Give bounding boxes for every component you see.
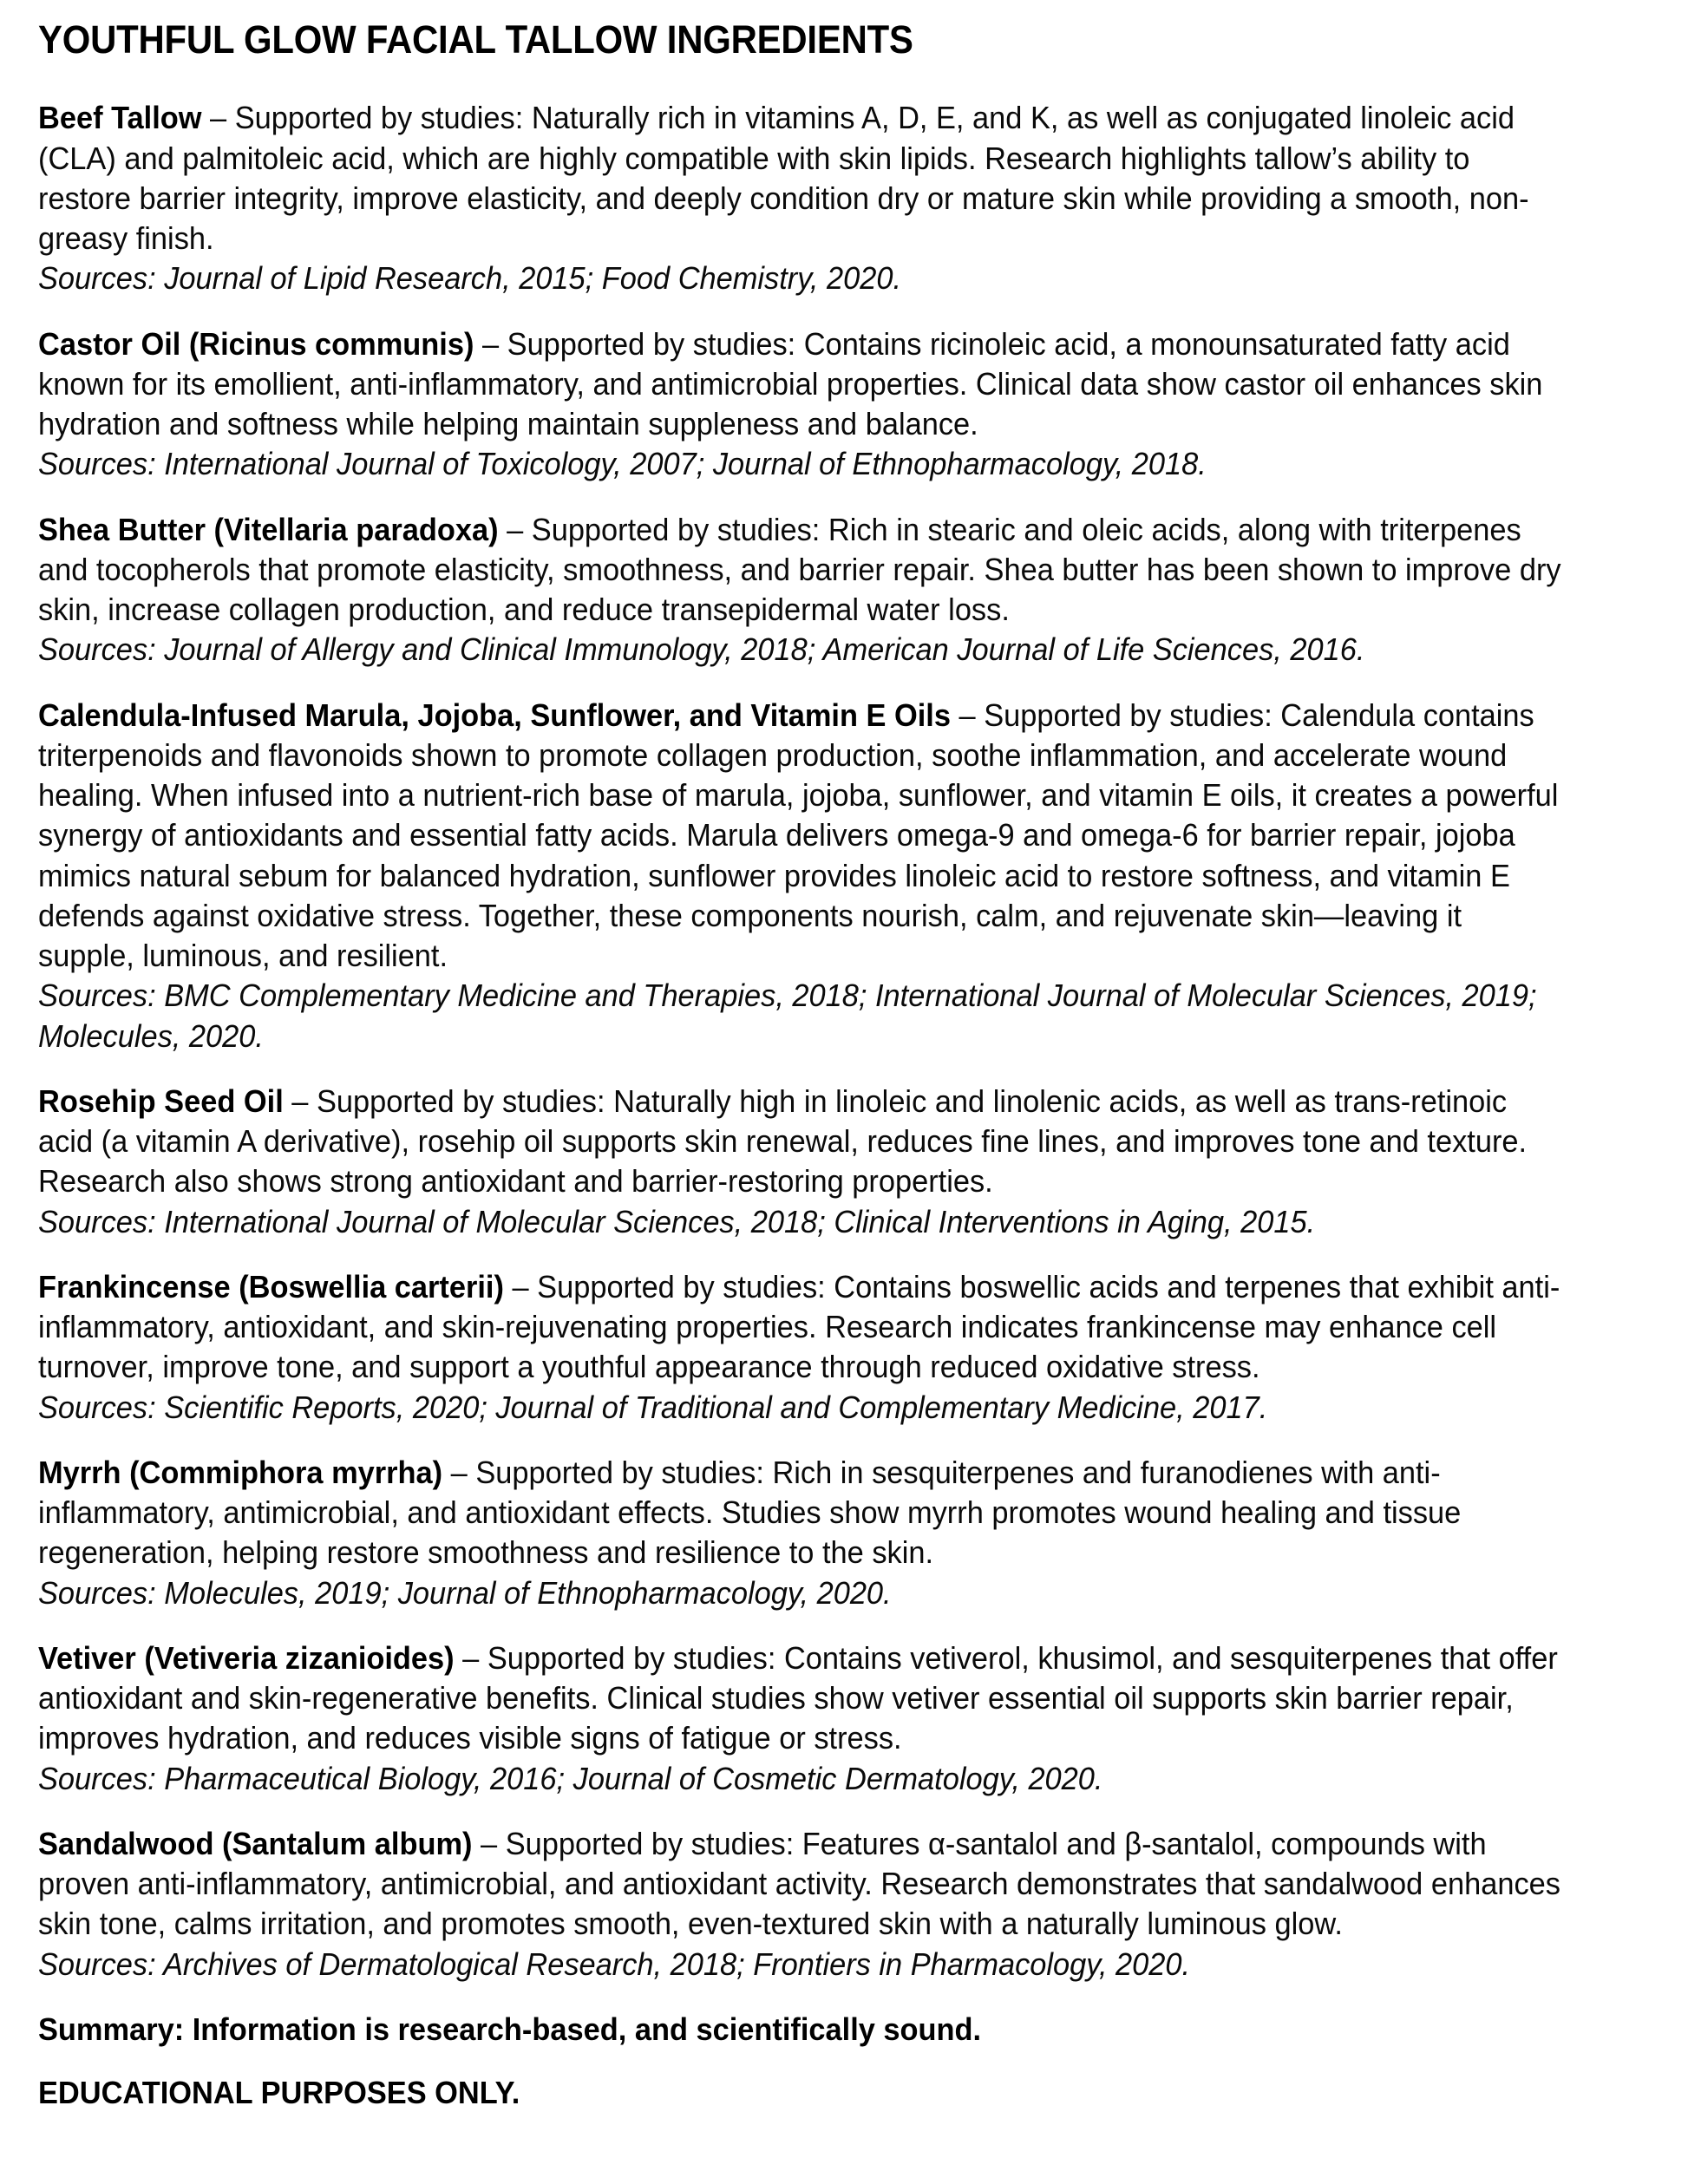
ingredient-description: Supported by studies: Calendula contains triterpenoids and flavonoids shown to promote collagen production, soothe inflammation, and accelerate wound healing. When infused into a nutrient-rich base of marula, jojoba, sunflower, and vitamin E oils, it creates a powerful synergy of antioxidants and essential fatty acids. Marula delivers omega-9 and omega-6 for barrier repair, jojoba mimics natural sebum for balanced hydration, sunflower provides linoleic acid to restore softness, and vitamin E defends against oxidative stress. Together, these components nourish, calm, and rejuvenate skin—leaving it supple, luminous, and resilient. <box>38 696 1559 973</box>
ingredient-entry <box>38 696 1636 1056</box>
ingredient-paragraph <box>38 1824 1564 1985</box>
ingredient-paragraph <box>38 1082 1564 1242</box>
ingredient-name: Vetiver (Vetiveria zizanioides) <box>38 1639 455 1676</box>
ingredient-sources: Sources: International Journal of Toxicology, 2007; Journal of Ethnopharmacology, 2018. <box>38 446 1207 482</box>
ingredient-paragraph <box>38 324 1564 485</box>
ingredient-entry <box>38 1453 1636 1613</box>
ingredient-separator: – <box>498 511 532 547</box>
ingredient-paragraph <box>38 1453 1564 1613</box>
ingredient-sources: Sources: Molecules, 2019; Journal of Ethnopharmacology, 2020. <box>38 1574 892 1611</box>
summary-line: Summary: Information is research-based, and scientifically sound. <box>38 2011 982 2047</box>
ingredient-entry <box>38 510 1636 670</box>
ingredient-description: Supported by studies: Features α-santalol and β-santalol, compounds with proven anti-inflammatory, antimicrobial, and antioxidant activity. Research demonstrates that sandalwood enhances skin tone, calms irritation, and promotes smooth, even-textured skin with a naturally luminous glow. <box>38 1825 1560 1942</box>
closing-section <box>38 2010 1636 2114</box>
ingredient-separator: – <box>442 1454 476 1490</box>
disclaimer-line: EDUCATIONAL PURPOSES ONLY. <box>38 2075 520 2110</box>
ingredient-sources: Sources: Scientific Reports, 2020; Journal of Traditional and Complementary Medicine, 2017. <box>38 1389 1268 1425</box>
ingredient-separator: – <box>503 1268 538 1305</box>
ingredient-name: Calendula-Infused Marula, Jojoba, Sunflower, and Vitamin E Oils <box>38 696 951 733</box>
ingredient-separator: – <box>283 1082 317 1119</box>
ingredient-paragraph <box>38 1638 1564 1799</box>
ingredient-sources: Sources: Journal of Lipid Research, 2015; Food Chemistry, 2020. <box>38 260 902 297</box>
ingredient-description: Supported by studies: Contains vetiverol, khusimol, and sesquiterpenes that offer antioxidant and skin-regenerative benefits. Clinical studies show vetiver essential oil supports skin barrier repair, improves hydration, and reduces visible signs of fatigue or stress. <box>38 1639 1558 1756</box>
page-title: YOUTHFUL GLOW FACIAL TALLOW INGREDIENTS <box>38 17 913 62</box>
ingredient-description: Supported by studies: Contains ricinoleic acid, a monounsaturated fatty acid known for its emollient, anti-inflammatory, and antimicrobial properties. Clinical data show castor oil enhances skin hydration and softness while helping maintain suppleness and balance. <box>38 325 1543 441</box>
ingredient-description: Supported by studies: Rich in stearic and oleic acids, along with triterpenes and tocopherols that promote elasticity, smoothness, and barrier repair. Shea butter has been shown to improve dry skin, increase collagen production, and reduce transepidermal water loss. <box>38 511 1561 627</box>
ingredient-entry <box>38 1824 1636 1985</box>
ingredient-name: Frankincense (Boswellia carterii) <box>38 1268 504 1305</box>
ingredient-separator: – <box>472 1825 506 1861</box>
ingredient-sources: Sources: Journal of Allergy and Clinical Immunology, 2018; American Journal of Life Sciences, 2016. <box>38 631 1365 668</box>
ingredient-name: Rosehip Seed Oil <box>38 1082 284 1119</box>
ingredient-entry <box>38 1638 1636 1799</box>
ingredient-sources: Sources: BMC Complementary Medicine and Therapies, 2018; International Journal of Molecular Sciences, 2019; Molecules, 2020. <box>38 978 1537 1054</box>
ingredient-name: Sandalwood (Santalum album) <box>38 1825 473 1861</box>
ingredient-entry <box>38 324 1636 485</box>
ingredient-sources: Sources: Archives of Dermatological Research, 2018; Frontiers in Pharmacology, 2020. <box>38 1945 1191 1982</box>
ingredient-separator: – <box>474 325 507 362</box>
ingredient-separator: – <box>454 1639 487 1676</box>
ingredient-separator: – <box>950 696 985 733</box>
ingredient-description: Supported by studies: Naturally rich in vitamins A, D, E, and K, as well as conjugated linoleic acid (CLA) and palmitoleic acid, which are highly compatible with skin lipids. Research highlights tallow’s ability to restore barrier integrity, improve elasticity, and deeply condition dry or mature skin while providing a smooth, non-greasy finish. <box>38 100 1529 256</box>
ingredient-name: Beef Tallow <box>38 100 202 136</box>
ingredient-name: Castor Oil (Ricinus communis) <box>38 325 474 362</box>
ingredient-entry <box>38 1267 1636 1428</box>
ingredient-paragraph <box>38 1267 1564 1428</box>
ingredient-entry <box>38 1082 1636 1242</box>
ingredient-description: Supported by studies: Naturally high in linoleic and linolenic acids, as well as trans-retinoic acid (a vitamin A derivative), rosehip oil supports skin renewal, reduces fine lines, and improves tone and texture. Research also shows strong antioxidant and barrier-restoring properties. <box>38 1082 1528 1200</box>
ingredient-sources: Sources: International Journal of Molecular Sciences, 2018; Clinical Interventions in Aging, 2015. <box>38 1203 1316 1239</box>
ingredient-name: Shea Butter (Vitellaria paradoxa) <box>38 511 499 547</box>
ingredient-paragraph <box>38 696 1564 1056</box>
ingredient-entry <box>38 98 1636 298</box>
ingredient-paragraph <box>38 98 1564 298</box>
ingredient-paragraph <box>38 510 1564 670</box>
ingredient-name: Myrrh (Commiphora myrrha) <box>38 1454 443 1490</box>
ingredient-description: Supported by studies: Rich in sesquiterpenes and furanodienes with anti-inflammatory, antimicrobial, and antioxidant effects. Studies show myrrh promotes wound healing and tissue regeneration, helping restore smoothness and resilience to the skin. <box>38 1454 1462 1571</box>
ingredient-list <box>38 98 1636 1985</box>
ingredient-separator: – <box>201 100 235 136</box>
ingredient-sources: Sources: Pharmaceutical Biology, 2016; Journal of Cosmetic Dermatology, 2020. <box>38 1760 1103 1796</box>
ingredient-description: Supported by studies: Contains boswellic acids and terpenes that exhibit anti-inflammatory, antioxidant, and skin-rejuvenating properties. Research indicates frankincense may enhance cell turnover, improve tone, and support a youthful appearance through reduced oxidative stress. <box>38 1268 1560 1385</box>
